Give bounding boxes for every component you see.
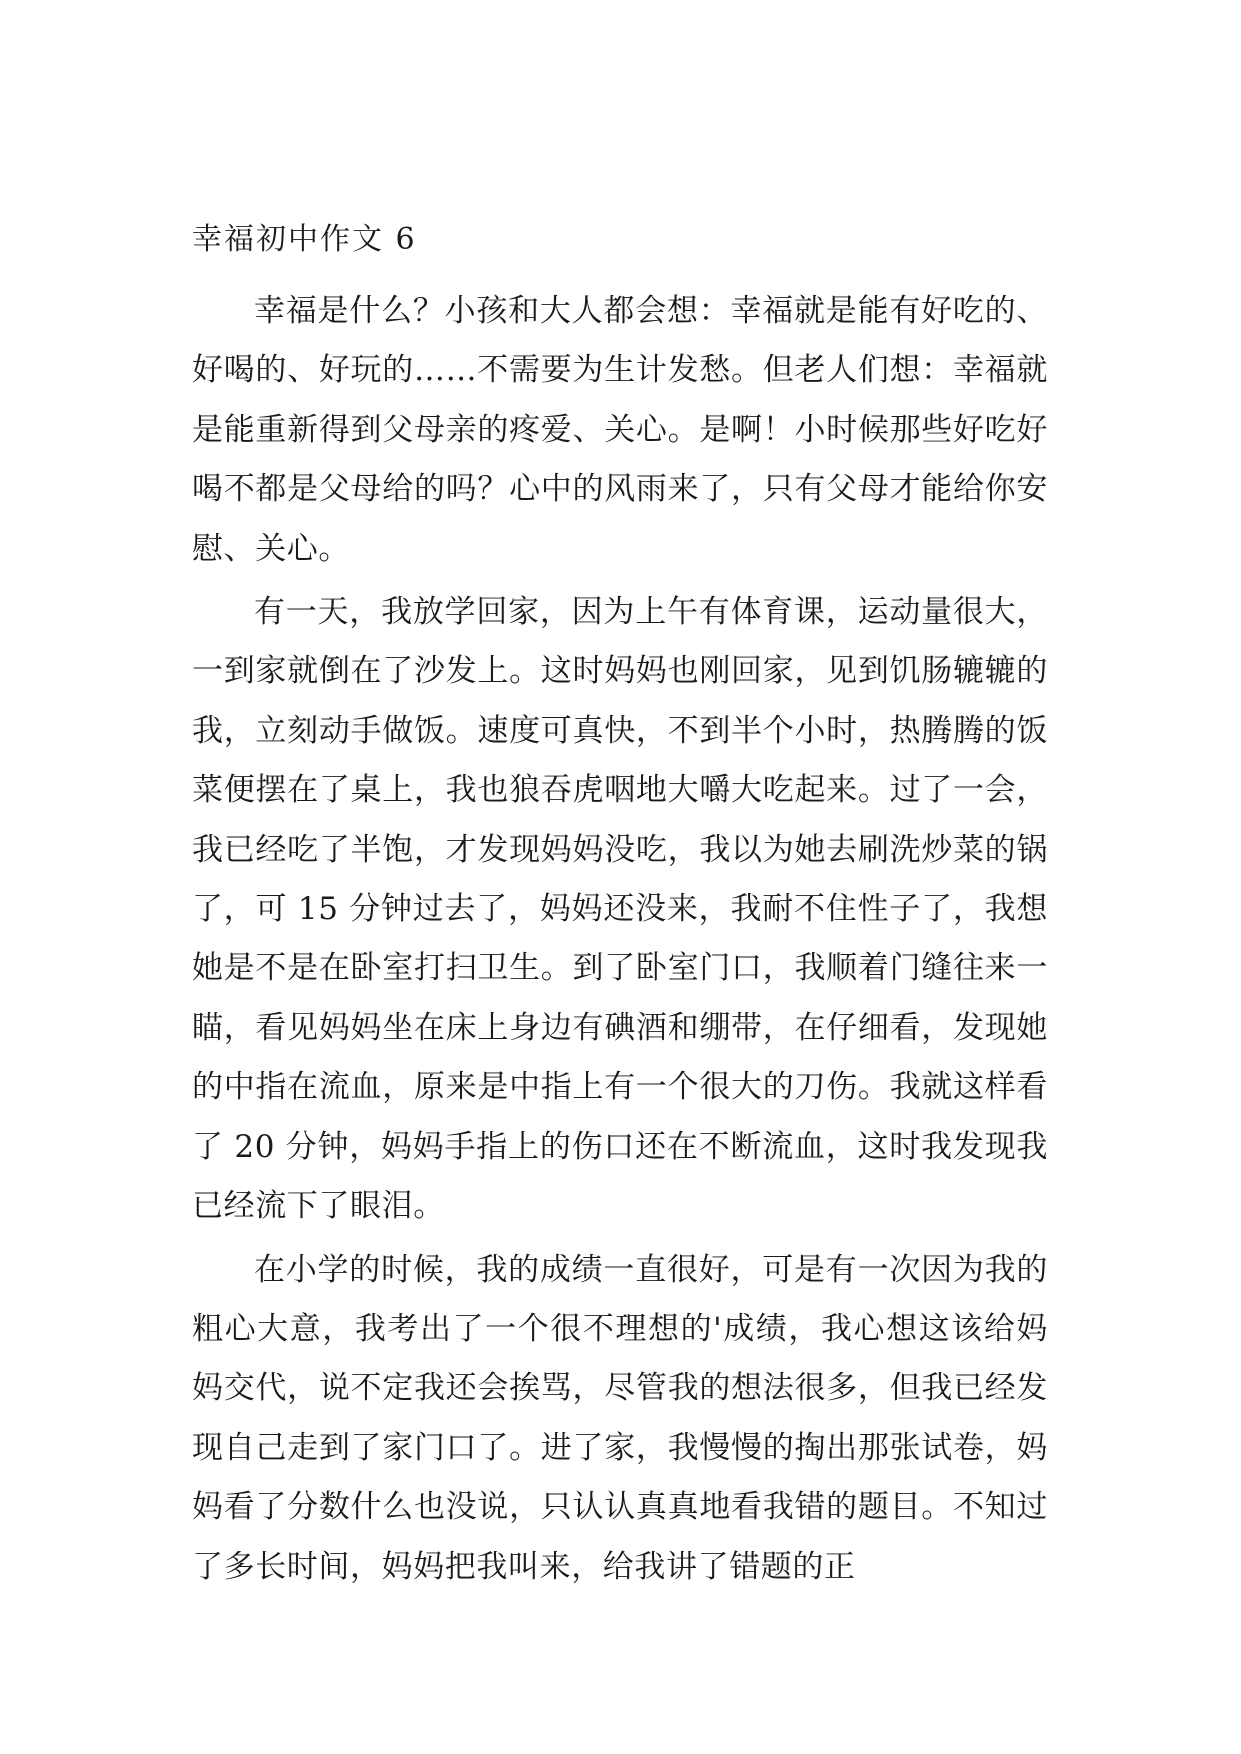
- paragraph-1: 幸福是什么？小孩和大人都会想：幸福就是能有好吃的、好喝的、好玩的……不需要为生计发愁。但老人们想：幸福就是能重新得到父母亲的疼爱、关心。是啊！小时候那些好吃好喝不都是父母给的吗？心中的风雨来了，只有父母才能给你安慰、关心。: [192, 293, 1048, 567]
- essay-title: 幸福初中作文 6: [192, 222, 417, 257]
- paragraph-3: 在小学的时候，我的成绩一直很好，可是有一次因为我的粗心大意，我考出了一个很不理想的'成绩，我心想这该给妈妈交代，说不定我还会挨骂，尽管我的想法很多，但我已经发现自己走到了家门口了。进了家，我慢慢的掏出那张试卷，妈妈看了分数什么也没说，只认认真真地看我错的题目。不知过了多长时间，妈妈把我叫来，给我讲了错题的正: [192, 1251, 1048, 1585]
- document-body: [192, 220, 1048, 1601]
- paragraph-2: 有一天，我放学回家，因为上午有体育课，运动量很大，一到家就倒在了沙发上。这时妈妈也刚回家，见到饥肠辘辘的我，立刻动手做饭。速度可真快，不到半个小时，热腾腾的饭菜便摆在了桌上，我也狼吞虎咽地大嚼大吃起来。过了一会，我已经吃了半饱，才发现妈妈没吃，我以为她去刷洗炒菜的锅了，可 15 分钟过去了，妈妈还没来，我耐不住性子了，我想她是不是在卧室打扫卫生。到了卧室门口，我顺着门缝往来一瞄，看见妈妈坐在床上身边有碘酒和绷带，在仔细看，发现她的中指在流血，原来是中指上有一个很大的刀伤。我就这样看了 20 分钟，妈妈手指上的伤口还在不断流血，这时我发现我已经流下了眼泪。: [192, 594, 1048, 1225]
